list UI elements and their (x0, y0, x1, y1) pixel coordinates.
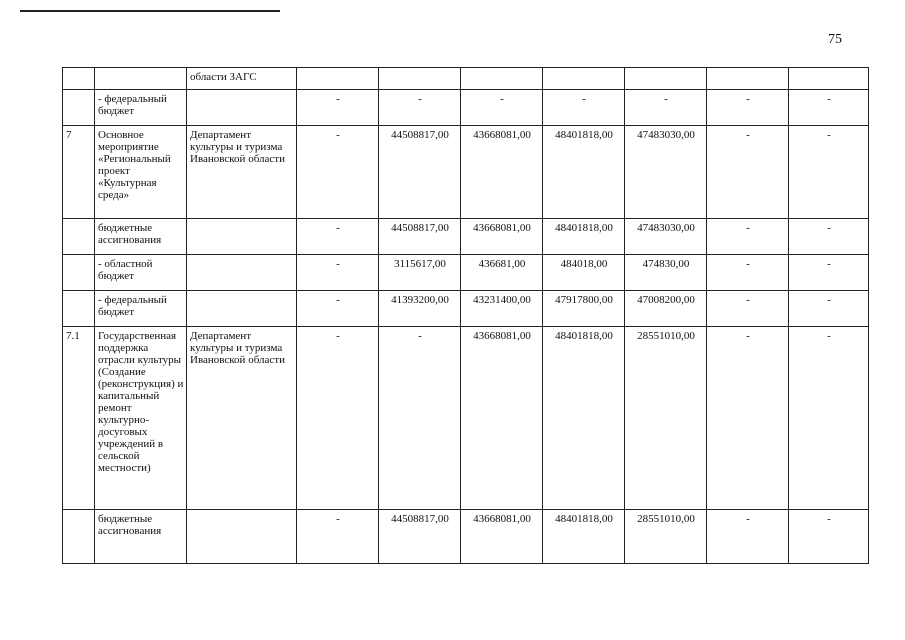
table-row (63, 219, 869, 255)
value-cell: - (707, 291, 789, 327)
table-row (63, 126, 869, 219)
value-cell: - (461, 90, 543, 126)
table-row (63, 68, 869, 90)
value-cell: - (297, 327, 379, 510)
value-cell: - (707, 90, 789, 126)
value-cell: - (707, 126, 789, 219)
row-number-cell (63, 68, 95, 90)
value-cell: 41393200,00 (379, 291, 461, 327)
name-cell (95, 68, 187, 90)
row-number-cell (63, 291, 95, 327)
value-cell: - (789, 291, 869, 327)
value-cell (297, 68, 379, 90)
value-cell: 48401818,00 (543, 126, 625, 219)
value-cell: - (789, 219, 869, 255)
row-number-cell (63, 510, 95, 564)
value-cell: 43231400,00 (461, 291, 543, 327)
value-cell: - (707, 327, 789, 510)
value-cell: 44508817,00 (379, 126, 461, 219)
value-cell (461, 68, 543, 90)
value-cell: 28551010,00 (625, 510, 707, 564)
value-cell: - (379, 90, 461, 126)
name-cell: - областной бюджет (95, 255, 187, 291)
name-cell: Государственная поддержка отрасли культуры (Создание (реконструкция) и капитальный ремонт культурно-досуговых учреждений в сельской местности) (95, 327, 187, 510)
value-cell (625, 68, 707, 90)
value-cell: - (297, 90, 379, 126)
value-cell: 43668081,00 (461, 510, 543, 564)
row-number-cell: 7 (63, 126, 95, 219)
value-cell: 3115617,00 (379, 255, 461, 291)
value-cell: 28551010,00 (625, 327, 707, 510)
value-cell: 43668081,00 (461, 327, 543, 510)
row-number-cell (63, 90, 95, 126)
executor-cell (187, 510, 297, 564)
value-cell: - (543, 90, 625, 126)
value-cell: - (379, 327, 461, 510)
table-row (63, 510, 869, 564)
table-row (63, 291, 869, 327)
row-number-cell: 7.1 (63, 327, 95, 510)
value-cell: - (707, 255, 789, 291)
executor-cell (187, 291, 297, 327)
table-body (63, 68, 869, 564)
executor-cell (187, 255, 297, 291)
value-cell: 43668081,00 (461, 126, 543, 219)
value-cell: 484018,00 (543, 255, 625, 291)
value-cell: - (297, 510, 379, 564)
value-cell: - (297, 255, 379, 291)
value-cell: 474830,00 (625, 255, 707, 291)
value-cell: 47008200,00 (625, 291, 707, 327)
executor-cell: области ЗАГС (187, 68, 297, 90)
value-cell: - (789, 126, 869, 219)
value-cell: - (789, 327, 869, 510)
value-cell: 48401818,00 (543, 327, 625, 510)
value-cell: - (297, 219, 379, 255)
name-cell: бюджетные ассигнования (95, 510, 187, 564)
value-cell: - (789, 255, 869, 291)
value-cell: - (789, 90, 869, 126)
name-cell: - федеральный бюджет (95, 90, 187, 126)
name-cell: - федеральный бюджет (95, 291, 187, 327)
value-cell: - (297, 291, 379, 327)
value-cell (789, 68, 869, 90)
page-number: 75 (828, 32, 842, 47)
value-cell: 47483030,00 (625, 219, 707, 255)
executor-cell (187, 90, 297, 126)
value-cell: 436681,00 (461, 255, 543, 291)
top-rule (20, 10, 280, 12)
value-cell: 43668081,00 (461, 219, 543, 255)
value-cell: 48401818,00 (543, 219, 625, 255)
name-cell: Основное мероприятие «Региональный проект «Культурная среда» (95, 126, 187, 219)
value-cell: - (297, 126, 379, 219)
value-cell (543, 68, 625, 90)
table-row (63, 90, 869, 126)
value-cell: - (625, 90, 707, 126)
value-cell: 47917800,00 (543, 291, 625, 327)
row-number-cell (63, 219, 95, 255)
value-cell: 44508817,00 (379, 510, 461, 564)
value-cell: 47483030,00 (625, 126, 707, 219)
table-row (63, 327, 869, 510)
executor-cell (187, 219, 297, 255)
value-cell: 48401818,00 (543, 510, 625, 564)
row-number-cell (63, 255, 95, 291)
executor-cell: Департамент культуры и туризма Ивановской области (187, 327, 297, 510)
value-cell (707, 68, 789, 90)
value-cell: - (707, 219, 789, 255)
table-row (63, 255, 869, 291)
budget-table (62, 67, 869, 564)
value-cell: - (789, 510, 869, 564)
value-cell: - (707, 510, 789, 564)
value-cell: 44508817,00 (379, 219, 461, 255)
value-cell (379, 68, 461, 90)
name-cell: бюджетные ассигнования (95, 219, 187, 255)
executor-cell: Департамент культуры и туризма Ивановской области (187, 126, 297, 219)
